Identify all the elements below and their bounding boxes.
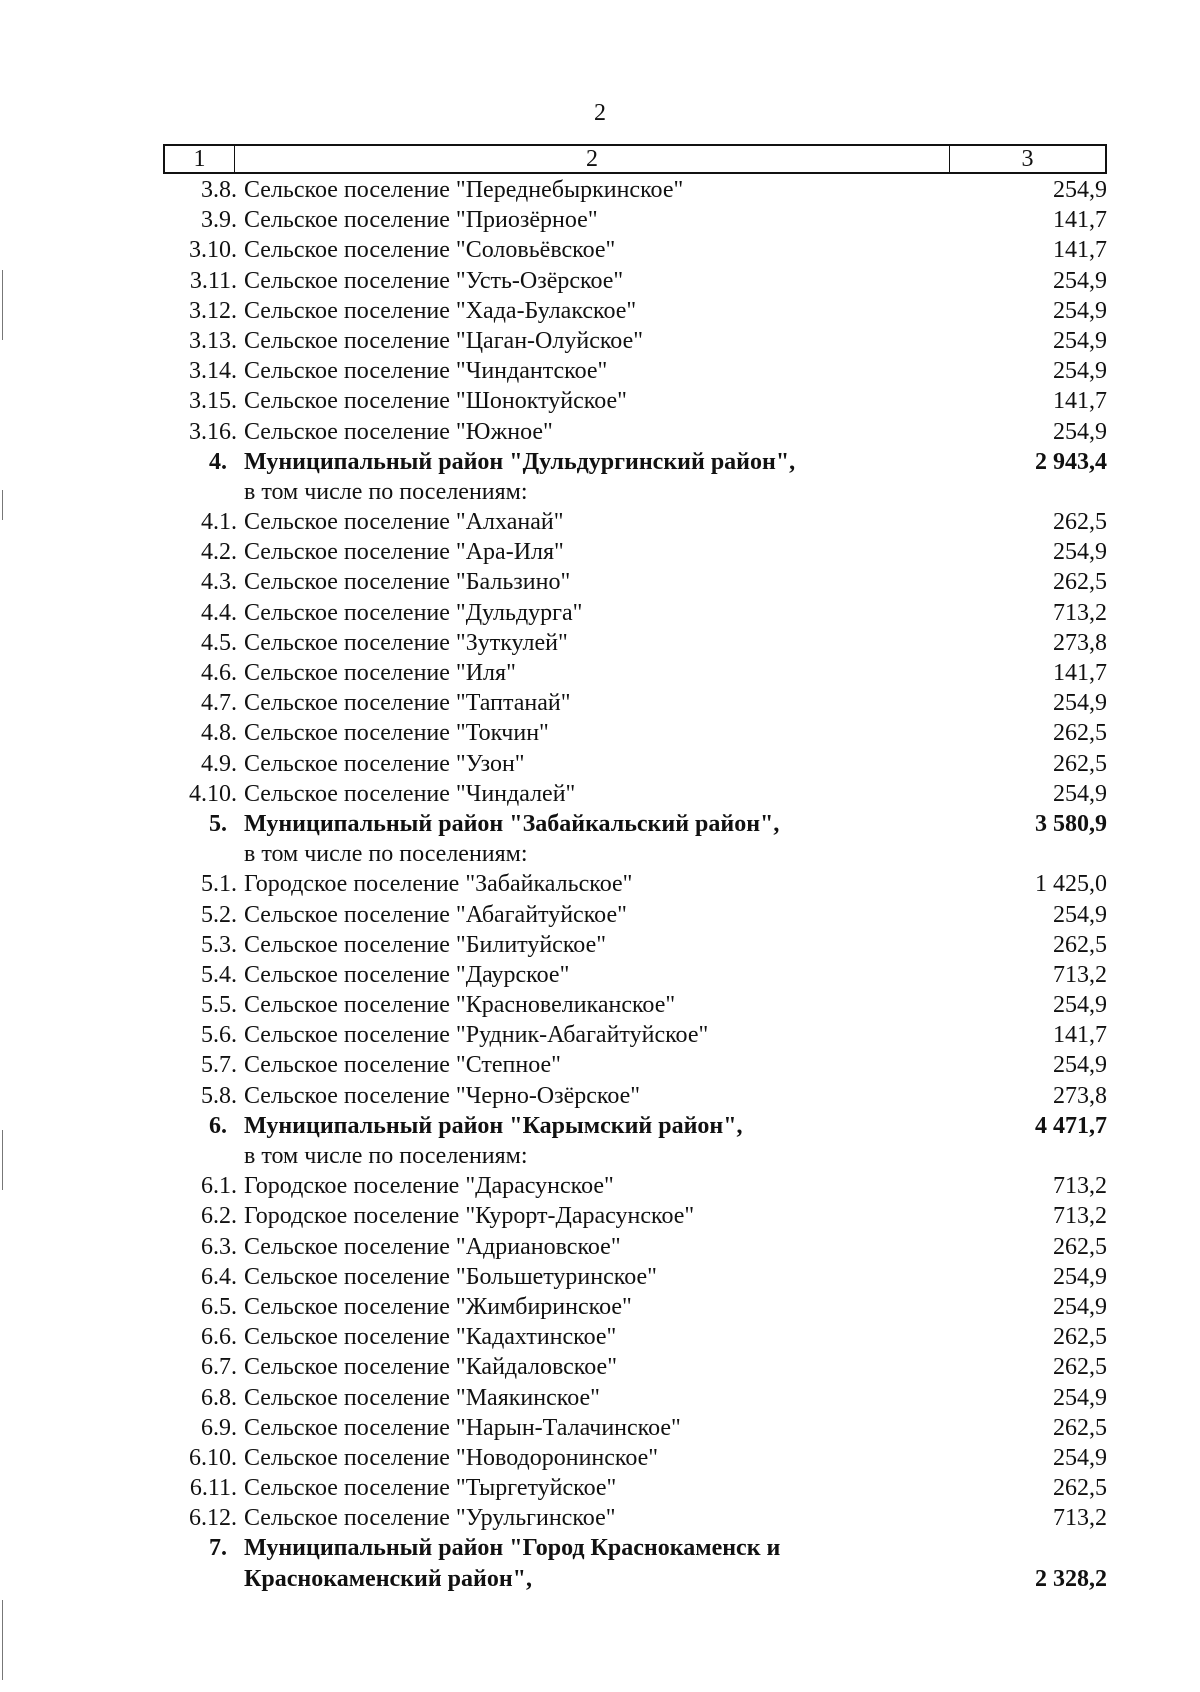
row-number: 4.8. <box>201 720 237 747</box>
row-name: Сельское поселение "Иля" <box>244 660 516 686</box>
row-value: 141,7 <box>1053 237 1107 264</box>
row-number: 3.15. <box>189 388 237 415</box>
row-value: 254,9 <box>1053 1384 1107 1411</box>
row-value: 1 425,0 <box>1035 871 1107 898</box>
table-row <box>163 1413 1107 1443</box>
row-number: 4.7. <box>201 690 237 717</box>
table-row <box>163 990 1107 1020</box>
table-row <box>163 356 1107 386</box>
row-name: Муниципальный район "Дульдургинский район", <box>244 448 796 475</box>
row-value: 254,9 <box>1053 1052 1107 1079</box>
row-number: 4. <box>209 448 227 475</box>
row-name: Сельское поселение "Узон" <box>244 750 525 777</box>
row-number: 5.8. <box>201 1082 237 1109</box>
row-number: 4.2. <box>201 539 237 566</box>
row-number: 6.8. <box>201 1384 237 1411</box>
table-row <box>163 1564 1107 1594</box>
table-row <box>163 235 1107 265</box>
row-number: 5.6. <box>201 1022 237 1049</box>
row-value: 262,5 <box>1053 750 1107 777</box>
row-name: Городское поселение "Курорт-Дарасунское" <box>244 1203 695 1230</box>
row-number: 6.9. <box>201 1414 237 1441</box>
table-row <box>163 477 1107 507</box>
table-row <box>163 900 1107 930</box>
row-value: 273,8 <box>1053 1082 1107 1109</box>
row-name: Сельское поселение "Чиндалей" <box>244 780 576 807</box>
row-number: 4.9. <box>201 750 237 777</box>
row-name: Сельское поселение "Урульгинское" <box>244 1505 616 1532</box>
row-value: 273,8 <box>1053 629 1107 656</box>
table-row <box>163 447 1107 477</box>
table-row <box>163 598 1107 628</box>
table-row <box>163 266 1107 296</box>
row-name: Сельское поселение "Большетуринское" <box>244 1263 657 1290</box>
row-name: Краснокаменский район", <box>244 1565 532 1592</box>
row-value: 254,9 <box>1053 1263 1107 1290</box>
row-value: 254,9 <box>1053 1293 1107 1320</box>
row-number: 6.12. <box>189 1505 237 1532</box>
row-number: 6.2. <box>201 1203 237 1230</box>
table-row <box>163 205 1107 235</box>
row-number: 6.4. <box>201 1263 237 1290</box>
row-name: Муниципальный район "Карымский район", <box>244 1112 743 1139</box>
row-name: Сельское поселение "Кадахтинское" <box>244 1324 617 1351</box>
row-value: 713,2 <box>1053 1203 1107 1230</box>
row-number: 6.3. <box>201 1233 237 1260</box>
table-body <box>163 175 1107 1594</box>
row-value: 254,9 <box>1053 780 1107 807</box>
row-value: 254,9 <box>1053 297 1107 324</box>
row-value: 254,9 <box>1053 358 1107 385</box>
row-number: 3.12. <box>189 297 237 324</box>
row-number: 4.6. <box>201 660 237 686</box>
row-name: Сельское поселение "Приозёрное" <box>244 207 598 234</box>
row-name: в том числе по поселениям: <box>244 841 528 868</box>
row-value: 254,9 <box>1053 177 1107 203</box>
row-name: Сельское поселение "Абагайтуйское" <box>244 901 627 928</box>
row-name: Муниципальный район "Город Краснокаменск и <box>244 1535 781 1562</box>
row-name: Сельское поселение "Степное" <box>244 1052 561 1079</box>
row-number: 4.4. <box>201 599 237 626</box>
table-row <box>163 1383 1107 1413</box>
row-name: Сельское поселение "Черно-Озёрское" <box>244 1082 641 1109</box>
table-row <box>163 930 1107 960</box>
row-name: Сельское поселение "Маякинское" <box>244 1384 600 1411</box>
scan-mark <box>2 490 3 520</box>
table-row <box>163 658 1107 688</box>
row-name: Сельское поселение "Даурское" <box>244 961 570 988</box>
row-value: 262,5 <box>1053 1475 1107 1502</box>
row-number: 3.14. <box>189 358 237 385</box>
row-value: 254,9 <box>1053 539 1107 566</box>
row-number: 6.10. <box>189 1444 237 1471</box>
row-number: 4.3. <box>201 569 237 596</box>
row-number: 4.1. <box>201 509 237 536</box>
row-name: Сельское поселение "Бальзино" <box>244 569 571 596</box>
page-number: 2 <box>594 100 606 126</box>
row-value: 254,9 <box>1053 418 1107 445</box>
row-number: 5.4. <box>201 961 237 988</box>
row-name: Сельское поселение "Шоноктуйское" <box>244 388 627 415</box>
table-row <box>163 960 1107 990</box>
row-value: 262,5 <box>1053 569 1107 596</box>
row-name: Сельское поселение "Красновеликанское" <box>244 992 676 1019</box>
table-row <box>163 1533 1107 1563</box>
table-row <box>163 1171 1107 1201</box>
row-name: Сельское поселение "Чиндантское" <box>244 358 608 385</box>
table-row <box>163 1111 1107 1141</box>
table-row <box>163 326 1107 356</box>
row-value: 2 943,4 <box>1035 448 1107 475</box>
table-row <box>163 386 1107 416</box>
row-name: Сельское поселение "Нарын-Талачинское" <box>244 1414 681 1441</box>
column-header-3: 3 <box>1021 146 1034 172</box>
row-value: 141,7 <box>1053 1022 1107 1049</box>
row-number: 3.16. <box>189 418 237 445</box>
table-row <box>163 1020 1107 1050</box>
row-name: Сельское поселение "Алханай" <box>244 509 564 536</box>
row-value: 2 328,2 <box>1035 1565 1107 1592</box>
table-row <box>163 809 1107 839</box>
row-name: Сельское поселение "Зуткулей" <box>244 629 568 656</box>
row-name: Сельское поселение "Соловьёвское" <box>244 237 616 264</box>
row-value: 713,2 <box>1053 1505 1107 1532</box>
scan-mark <box>2 270 3 340</box>
table-row <box>163 1352 1107 1382</box>
row-number: 6.11. <box>189 1475 237 1502</box>
row-value: 713,2 <box>1053 961 1107 988</box>
row-number: 3.11. <box>189 267 237 294</box>
row-name: Сельское поселение "Ара-Иля" <box>244 539 564 566</box>
table-header <box>163 144 1107 174</box>
row-number: 6.1. <box>201 1173 237 1200</box>
row-value: 254,9 <box>1053 1444 1107 1471</box>
table-row <box>163 1262 1107 1292</box>
row-name: Сельское поселение "Таптанай" <box>244 690 571 717</box>
row-name: Сельское поселение "Жимбиринское" <box>244 1293 632 1320</box>
table-row <box>163 869 1107 899</box>
table-row <box>163 839 1107 869</box>
row-name: Сельское поселение "Цаган-Олуйское" <box>244 327 644 354</box>
row-value: 254,9 <box>1053 690 1107 717</box>
table-row <box>163 537 1107 567</box>
row-value: 254,9 <box>1053 992 1107 1019</box>
row-name: Сельское поселение "Хада-Булакское" <box>244 297 637 324</box>
row-value: 262,5 <box>1053 931 1107 958</box>
table-row <box>163 567 1107 597</box>
row-value: 262,5 <box>1053 1414 1107 1441</box>
row-name: Сельское поселение "Дульдурга" <box>244 599 583 626</box>
table-row <box>163 1201 1107 1231</box>
row-name: Городское поселение "Дарасунское" <box>244 1173 614 1200</box>
row-number: 5.3. <box>201 931 237 958</box>
table-row <box>163 749 1107 779</box>
table-row <box>163 1322 1107 1352</box>
table-row <box>163 507 1107 537</box>
row-name: Сельское поселение "Южное" <box>244 418 553 445</box>
row-number: 3.10. <box>189 237 237 264</box>
row-name: Муниципальный район "Забайкальский район", <box>244 810 780 837</box>
row-name: Сельское поселение "Тыргетуйское" <box>244 1475 617 1502</box>
row-name: в том числе по поселениям: <box>244 478 528 505</box>
row-value: 713,2 <box>1053 1173 1107 1200</box>
row-number: 5.2. <box>201 901 237 928</box>
row-number: 5. <box>209 810 227 837</box>
row-value: 262,5 <box>1053 509 1107 536</box>
table-row <box>163 1141 1107 1171</box>
row-value: 4 471,7 <box>1035 1112 1107 1139</box>
table-row <box>163 628 1107 658</box>
row-number: 3.9. <box>201 207 237 234</box>
row-name: Сельское поселение "Переднебыркинское" <box>244 177 684 203</box>
table-row <box>163 175 1107 205</box>
scan-mark <box>2 1130 3 1190</box>
row-number: 5.7. <box>201 1052 237 1079</box>
row-number: 3.13. <box>189 327 237 354</box>
column-header-2: 2 <box>235 146 950 172</box>
row-name: Городское поселение "Забайкальское" <box>244 871 633 898</box>
row-value: 713,2 <box>1053 599 1107 626</box>
row-name: Сельское поселение "Кайдаловское" <box>244 1354 617 1381</box>
row-number: 3.8. <box>201 177 237 203</box>
row-value: 141,7 <box>1053 388 1107 415</box>
row-number: 4.5. <box>201 629 237 656</box>
column-header-1: 1 <box>165 146 235 172</box>
row-name: Сельское поселение "Билитуйское" <box>244 931 607 958</box>
row-number: 6. <box>209 1112 227 1139</box>
table-row <box>163 1473 1107 1503</box>
row-value: 141,7 <box>1053 207 1107 234</box>
row-number: 5.1. <box>201 871 237 898</box>
row-value: 262,5 <box>1053 720 1107 747</box>
row-value: 262,5 <box>1053 1233 1107 1260</box>
row-number: 4.10. <box>189 780 237 807</box>
row-name: Сельское поселение "Адриановское" <box>244 1233 621 1260</box>
table-row <box>163 1292 1107 1322</box>
table-row <box>163 296 1107 326</box>
row-number: 6.5. <box>201 1293 237 1320</box>
row-name: Сельское поселение "Новодоронинское" <box>244 1444 659 1471</box>
row-value: 262,5 <box>1053 1324 1107 1351</box>
table-row <box>163 417 1107 447</box>
table-row <box>163 1232 1107 1262</box>
scan-mark <box>2 1600 3 1680</box>
table-row <box>163 718 1107 748</box>
table-row <box>163 1050 1107 1080</box>
table-row <box>163 779 1107 809</box>
row-name: в том числе по поселениям: <box>244 1143 528 1169</box>
row-name: Сельское поселение "Токчин" <box>244 720 549 747</box>
row-number: 6.6. <box>201 1324 237 1351</box>
table-row <box>163 688 1107 718</box>
row-name: Сельское поселение "Усть-Озёрское" <box>244 267 624 294</box>
row-value: 3 580,9 <box>1035 810 1107 837</box>
row-value: 254,9 <box>1053 267 1107 294</box>
row-number: 6.7. <box>201 1354 237 1381</box>
table-row <box>163 1443 1107 1473</box>
table-row <box>163 1503 1107 1533</box>
row-number: 7. <box>209 1535 227 1562</box>
row-value: 262,5 <box>1053 1354 1107 1381</box>
row-value: 141,7 <box>1053 660 1107 686</box>
row-number: 5.5. <box>201 992 237 1019</box>
row-value: 254,9 <box>1053 327 1107 354</box>
table-row <box>163 1081 1107 1111</box>
row-name: Сельское поселение "Рудник-Абагайтуйское" <box>244 1022 709 1049</box>
row-value: 254,9 <box>1053 901 1107 928</box>
